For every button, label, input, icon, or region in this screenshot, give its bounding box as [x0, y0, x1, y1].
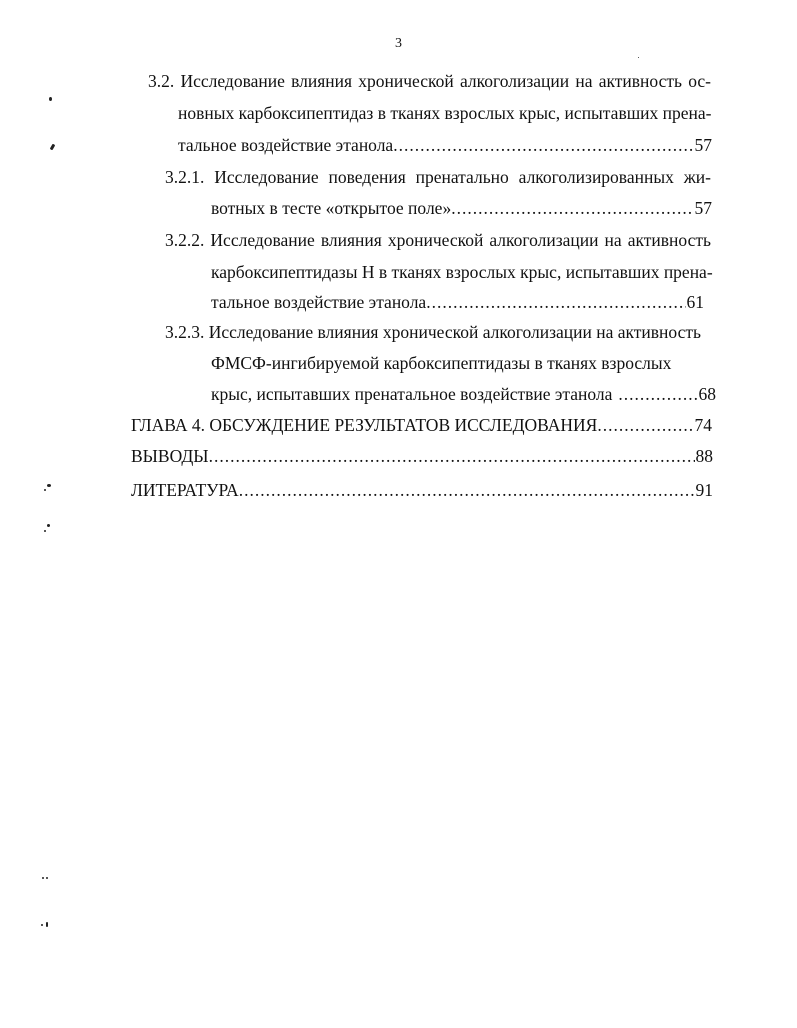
dot-leader: [451, 197, 693, 219]
toc-entry-conclusions-page: 88: [695, 446, 713, 466]
dot-leader: [426, 291, 685, 313]
scan-speck: [47, 524, 50, 527]
toc-entry-3-2-3-page: 68: [698, 384, 716, 404]
scan-speck: [42, 877, 44, 879]
toc-entry-3-2-2-line2: карбоксипептидазы Н в тканях взрослых крыс, испытавших прена-: [211, 262, 713, 282]
toc-entry-3-2-1-text: вотных в тесте «открытое поле»: [211, 198, 452, 218]
dot-leader: [618, 383, 697, 405]
toc-entry-3-2-3-line2: ФМСФ-ингибируемой карбоксипептидазы в тканях взрослых: [211, 353, 672, 373]
toc-entry-3-2-text: тальное воздействие этанола: [178, 135, 394, 155]
toc-entry-3-2-3-line3: [211, 383, 716, 405]
toc-entry-3-2-2-line3: [211, 291, 704, 313]
toc-entry-references-text: ЛИТЕРАТУРА: [131, 480, 239, 500]
toc-entry-conclusions-text: ВЫВОДЫ: [131, 446, 209, 466]
scan-speck: [638, 57, 639, 58]
toc-entry-3-2-page: 57: [694, 135, 712, 155]
scan-speck: [46, 877, 48, 879]
scan-speck: [49, 97, 52, 101]
scan-speck: [47, 484, 51, 487]
dot-leader: [393, 134, 693, 156]
toc-entry-3-2-2-line1: 3.2.2. Исследование влияния хронической алкоголизации на активность: [165, 230, 711, 250]
toc-entry-chapter-4-text: ГЛАВА 4. ОБСУЖДЕНИЕ РЕЗУЛЬТАТОВ ИССЛЕДОВАНИЯ: [131, 415, 598, 435]
toc-entry-references: [131, 479, 713, 501]
page-number: 3: [395, 36, 402, 51]
scan-speck: [46, 922, 48, 927]
dot-leader: [597, 414, 693, 436]
toc-entry-3-2-line1: 3.2. Исследование влияния хронической алкоголизации на активность ос-: [148, 71, 711, 91]
toc-entry-3-2-1-line1: 3.2.1. Исследование поведения пренатально алкоголизированных жи-: [165, 167, 711, 187]
scan-speck: [44, 489, 46, 491]
toc-entry-3-2-1-line2: [211, 197, 712, 219]
dot-leader: [209, 445, 695, 467]
toc-entry-conclusions: [131, 445, 713, 467]
scan-speck: [50, 144, 56, 151]
toc-entry-3-2-3-line1: 3.2.3. Исследование влияния хронической алкоголизации на активность: [165, 322, 702, 342]
toc-entry-chapter-4: [131, 414, 712, 436]
toc-entry-3-2-line2: новных карбоксипептидаз в тканях взрослых крыс, испытавших прена-: [178, 103, 712, 123]
dot-leader: [239, 479, 695, 501]
scan-speck: [41, 924, 43, 926]
toc-entry-chapter-4-page: 74: [694, 415, 712, 435]
toc-entry-3-2-2-page: 61: [686, 292, 704, 312]
toc-entry-3-2-line3: [178, 134, 712, 156]
toc-entry-references-page: 91: [695, 480, 713, 500]
toc-entry-3-2-2-text: тальное воздействие этанола: [211, 292, 427, 312]
toc-entry-3-2-1-page: 57: [694, 198, 712, 218]
scan-speck: [44, 530, 46, 532]
toc-entry-3-2-3-text: крыс, испытавших пренатальное воздействие этанола: [211, 384, 613, 404]
